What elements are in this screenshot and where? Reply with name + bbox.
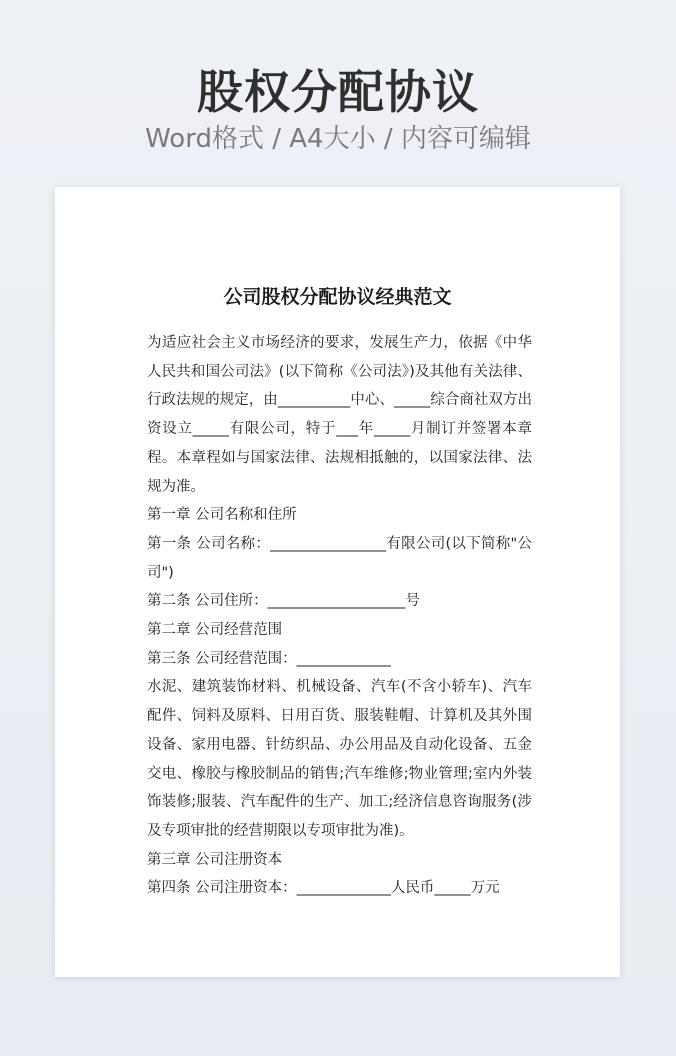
page-title: 股权分配协议	[197, 65, 479, 119]
document-title: 公司股权分配协议经典范文	[223, 286, 452, 308]
article-item: 第二条 公司住所：___________________号	[147, 593, 420, 610]
document-page	[55, 187, 620, 977]
business-scope-paragraph: 水泥、建筑装饰材料、机械设备、汽车(不含小轿车)、汽车配件、饲料及原料、日用百货、服装鞋帽、计算机及其外围设备、家用电器、针纺织品、办公用品及自动化设备、五金交电、橡胶与橡胶制品的销售;汽车维修;物业管理;室内外装饰装修;服装、汽车配件的生产、加工;经济信息咨询服务(涉及专项审批的经营期限以专项审批为准)。	[147, 679, 532, 839]
article-item: 第三条 公司经营范围：_____________	[147, 650, 391, 667]
article-item: 第一条 公司名称：________________有限公司(以下简称"公司")	[147, 535, 532, 581]
chapter-heading: 第一章 公司名称和住所	[147, 507, 297, 524]
article-item: 第四条 公司注册资本：_____________人民币_____万元	[147, 880, 500, 897]
preamble-paragraph: 为适应社会主义市场经济的要求，发展生产力，依据《中华人民共和国公司法》(以下简称《公司法》)及其他有关法律、行政法规的规定，由__________中心、_____综合商社双方出资设立_____有限公司，特于___年_____月制订并签署本章程。本章程如与国家法律、法规相抵触的，以国家法律、法规为准。	[147, 335, 532, 495]
page-subtitle: Word格式 / A4大小 / 内容可编辑	[145, 124, 531, 154]
chapter-heading: 第三章 公司注册资本	[147, 851, 283, 868]
document-body	[147, 329, 532, 903]
chapter-heading: 第二章 公司经营范围	[147, 622, 283, 639]
